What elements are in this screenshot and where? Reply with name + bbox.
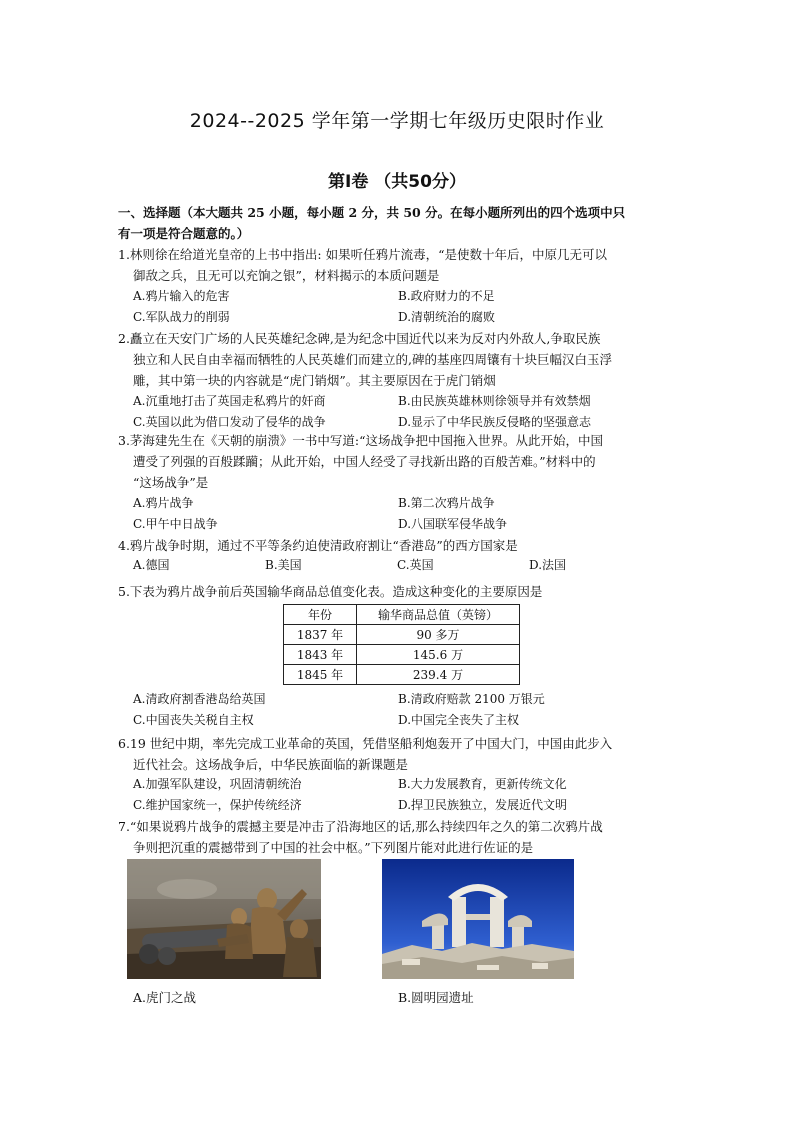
question-4-options xyxy=(133,555,678,576)
option-a[interactable]: A.加强军队建设，巩固清朝统治 xyxy=(133,777,302,791)
table-cell-year: 1843 年 xyxy=(284,645,357,665)
option-c[interactable]: C.中国丧失关税自主权 xyxy=(133,713,254,727)
option-a[interactable]: A.鸦片战争 xyxy=(133,496,194,510)
question-1-options xyxy=(133,286,678,328)
question-2-options xyxy=(133,391,678,433)
question-1 xyxy=(118,244,678,286)
option-b[interactable]: B.大力发展教育，更新传统文化 xyxy=(398,777,567,791)
question-5 xyxy=(118,581,678,602)
question-6-line2: 近代社会。这场战争后，中华民族面临的新课题是 xyxy=(133,757,409,772)
option-a[interactable]: A.沉重地打击了英国走私鸦片的奸商 xyxy=(133,394,326,408)
question-3-line3: “这场战争”是 xyxy=(133,475,209,490)
option-d[interactable]: D.八国联军侵华战争 xyxy=(398,517,508,531)
question-7-line1: 7.“如果说鸦片战争的震撼主要是冲击了沿海地区的话,那么持续四年之久的第二次鸦片战 xyxy=(118,819,603,834)
option-c[interactable]: C.甲午中日战争 xyxy=(133,517,218,531)
option-b[interactable]: B.第二次鸦片战争 xyxy=(398,496,495,510)
page-subtitle: 第Ⅰ卷 （共50分） xyxy=(328,172,466,192)
table-row xyxy=(284,625,520,645)
option-c[interactable]: C.英国以此为借口发动了侵华的战争 xyxy=(133,415,326,429)
option-c[interactable]: C.维护国家统一，保护传统经济 xyxy=(133,798,302,812)
yuanmingyuan-ruins-illustration xyxy=(382,859,574,979)
table-header-year: 年份 xyxy=(284,605,357,625)
section-heading xyxy=(118,202,678,244)
question-4 xyxy=(118,535,678,556)
table-header-value: 输华商品总值（英镑） xyxy=(357,605,520,625)
question-3-line1: 3.茅海建先生在《天朝的崩溃》一书中写道:“这场战争把中国拖入世界。从此开始，中国 xyxy=(118,433,604,448)
table-cell-value: 239.4 万 xyxy=(357,665,520,685)
humen-battle-illustration xyxy=(127,859,321,979)
option-d[interactable]: D.法国 xyxy=(529,558,567,572)
question-1-line2: 御敌之兵，且无可以充饷之银”，材料揭示的本质问题是 xyxy=(133,268,440,283)
trade-value-table xyxy=(283,604,520,685)
question-7-line2: 争则把沉重的震撼带到了中国的社会中枢。”下列图片能对此进行佐证的是 xyxy=(133,840,534,855)
option-c[interactable]: C.军队战力的削弱 xyxy=(133,310,230,324)
question-6-line1: 6.19 世纪中期，率先完成工业革命的英国，凭借坚船利炮轰开了中国大门，中国由此步入 xyxy=(118,736,613,751)
option-d[interactable]: D.捍卫民族独立，发展近代文明 xyxy=(398,798,568,812)
option-d[interactable]: D.清朝统治的腐败 xyxy=(398,310,496,324)
question-3-options xyxy=(133,493,678,535)
question-5-options xyxy=(133,689,678,731)
question-6 xyxy=(118,733,678,775)
humen-battle-image xyxy=(127,859,321,979)
question-3-line2: 遭受了列强的百般蹂躏；从此开始，中国人经受了寻找新出路的百般苦难。”材料中的 xyxy=(133,454,596,469)
option-c[interactable]: C.英国 xyxy=(397,558,434,572)
option-a[interactable]: A.清政府割香港岛给英国 xyxy=(133,692,266,706)
option-b[interactable]: B.由民族英雄林则徐领导并有效禁烟 xyxy=(398,394,591,408)
option-a[interactable]: A.德国 xyxy=(133,558,170,572)
question-6-options xyxy=(133,774,678,816)
question-3 xyxy=(118,430,678,493)
question-2-line3: 雕，其中第一块的内容就是“虎门销烟”。其主要原因在于虎门销烟 xyxy=(133,373,496,388)
table-cell-value: 145.6 万 xyxy=(357,645,520,665)
option-d[interactable]: D.中国完全丧失了主权 xyxy=(398,713,520,727)
section-heading-line2: 有一项是符合题意的。） xyxy=(118,226,250,241)
table-cell-year: 1837 年 xyxy=(284,625,357,645)
question-4-line1: 4.鸦片战争时期，通过不平等条约迫使清政府割让“香港岛”的西方国家是 xyxy=(118,538,518,553)
yuanmingyuan-ruins-image xyxy=(382,859,574,979)
option-b[interactable]: B.清政府赔款 2100 万银元 xyxy=(398,692,545,706)
table-cell-year: 1845 年 xyxy=(284,665,357,685)
option-d[interactable]: D.显示了中华民族反侵略的坚强意志 xyxy=(398,415,592,429)
question-1-line1: 1.林则徐在给道光皇帝的上书中指出: 如果听任鸦片流毒，“是使数十年后，中原几无可以 xyxy=(118,247,608,262)
option-b[interactable]: B.政府财力的不足 xyxy=(398,289,495,303)
option-a[interactable]: A.鸦片输入的危害 xyxy=(133,289,230,303)
table-row xyxy=(284,645,520,665)
caption-a[interactable]: A.虎门之战 xyxy=(133,990,197,1005)
question-2-line1: 2.矗立在天安门广场的人民英雄纪念碑,是为纪念中国近代以来为反对内外敌人,争取民族 xyxy=(118,331,601,346)
table-cell-value: 90 多万 xyxy=(357,625,520,645)
question-7 xyxy=(118,816,678,858)
table-header-row xyxy=(284,605,520,625)
caption-b[interactable]: B.圆明园遗址 xyxy=(398,990,474,1005)
question-5-line1: 5.下表为鸦片战争前后英国输华商品总值变化表。造成这种变化的主要原因是 xyxy=(118,584,543,599)
section-heading-line1: 一、选择题（本大题共 25 小题，每小题 2 分，共 50 分。在每小题所列出的四个选项中只 xyxy=(118,205,626,220)
table-row xyxy=(284,665,520,685)
option-b[interactable]: B.美国 xyxy=(265,558,302,572)
question-2-line2: 独立和人民自由幸福而牺牲的人民英雄们而建立的,碑的基座四周镶有十块巨幅汉白玉浮 xyxy=(133,352,612,367)
question-2 xyxy=(118,328,678,391)
page-title: 2024--2025 学年第一学期七年级历史限时作业 xyxy=(189,110,605,132)
